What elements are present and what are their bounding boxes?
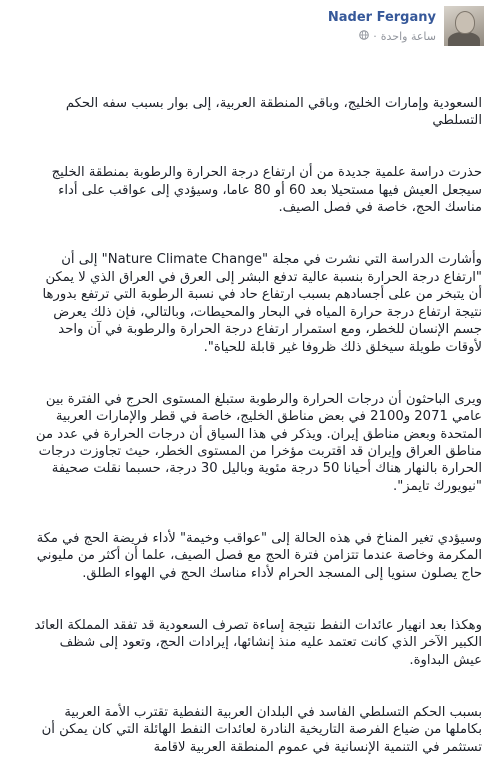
post-header [0, 0, 494, 58]
post-paragraph-5: وسيؤدي تغير المناخ في هذه الحالة إلى "عواقب وخيمة" لأداء فريضة الحج في مكة المكرمة وخاصة عندما تتزامن فترة الحج مع فصل الصيف، علما أن أكثر من مليوني حاج يصلون سنويا إلى المسجد الحرام لأداء مناسك الحج في الهواء الطلق. [32, 530, 482, 581]
post-paragraph-2: حذرت دراسة علمية جديدة من أن ارتفاع درجة الحرارة والرطوبة بمنطقة الخليج سيجعل العيش فيها مستحيلا بعد 60 أو 80 عاما، وسيؤدي إلى عواقب على أداء مناسك الحج، خاصة في فصل الصيف. [47, 165, 482, 216]
globe-icon[interactable] [359, 30, 369, 43]
avatar-body-shape [448, 32, 480, 46]
avatar[interactable] [444, 6, 484, 46]
post-paragraph-3: وأشارت الدراسة التي نشرت في مجلة "Nature Climate Change" إلى أن "ارتفاع درجة الحرارة بنسبة عالية تدفع البشر إلى العرق في العراق الذي لا يمكن أن يتبخر من على أجسادهم بسبب ارتفاع حاد في نسبة الرطوبة التي ترتفع بدورها نتيجة ارتفاع درجة حرارة المياه في البحار والمحيطات، وبالتالي، فإن ذلك يعرض جسم الإنسان للخطر، ومع استمرار ارتفاع درجة الحرارة والرطوبة في آن واحد لأوقات طويلة سيخلق ذلك ظروفا غير قابلة للحياة". [38, 252, 482, 355]
post-meta [359, 30, 436, 43]
post-paragraph-4: ويرى الباحثون أن درجات الحرارة والرطوبة ستبلغ المستوى الحرج في الفترة بين عامي 2071 و2100 في بعض مناطق الخليج، خاصة في قطر والإمارات العربية المتحدة وبعض مناطق إيران. ويذكر في هذا السياق أن درجات الحرارة في عدد من مناطق العراق وإيران قد اقتربت مؤخرا من المستوى الخطر، حيث تجاوزت درجات الحرارة بالنهار هناك أحيانا 50 درجة مئوية وباليل 30 درجة، حسبما نقلت صحيفة "نيويورك تايمز". [31, 391, 482, 494]
post-paragraph-7: بسبب الحكم التسلطي الفاسد في البلدان العربية النفطية تقترب الأمة العربية بكاملها من ضياع الفرصة التاريخية النادرة لعائدات النفط الهائلة التي كان يمكن أن تستثمر في التنمية الإنسانية في عموم المنطقة العربية لاقامة [37, 705, 482, 755]
post-paragraph-1: السعودية وإمارات الخليج، وباقي المنطقة العربية، إلى بوار بسبب سفه الحكم التسلطي [61, 95, 482, 129]
avatar-head-shape [455, 11, 475, 34]
post-text [30, 60, 482, 774]
author-name-link[interactable]: Nader Fergany [327, 10, 436, 25]
meta-separator: · [373, 30, 377, 43]
post-timestamp-link[interactable]: ساعة واحدة [380, 30, 436, 43]
post-paragraph-6: وهكذا بعد انهيار عائدات النفط نتيجة إساءة تصرف السعودية قد تفقد المملكة العائد الكبير الآخر الذي كانت تعتمد عليه منذ إنشائها، إيرادات الحج، وتعود إلى شظف عيش البداوة. [30, 618, 482, 668]
